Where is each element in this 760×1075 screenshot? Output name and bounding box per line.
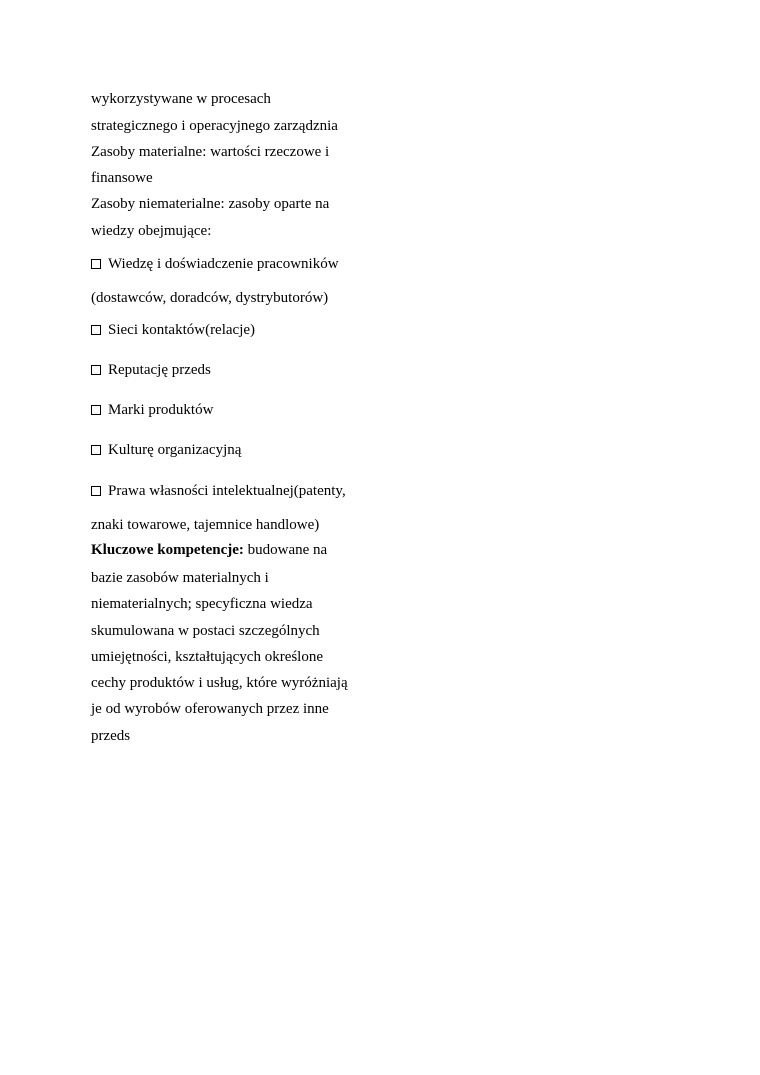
list-item: [91, 320, 255, 340]
list-item-label: Kulturę organizacyjną: [108, 442, 242, 458]
text-line: (dostawców, doradców, dystrybutorów): [91, 290, 329, 306]
checkbox-icon: [91, 365, 101, 375]
list-item: [91, 400, 213, 420]
text-line: je od wyrobów oferowanych przez inne: [91, 701, 329, 717]
term-heading: Kluczowe kompetencje:: [91, 542, 244, 558]
list-item-label: Sieci kontaktów(relacje): [108, 322, 256, 338]
checkbox-icon: [91, 259, 101, 269]
list-item: [91, 360, 211, 380]
text-line: strategicznego i operacyjnego zarządznia: [91, 118, 338, 134]
text-line: finansowe: [91, 170, 153, 186]
list-item: [91, 481, 346, 501]
text-line: skumulowana w postaci szczególnych: [91, 623, 320, 639]
text-line: wykorzystywane w procesach: [91, 91, 271, 107]
text-line: umiejętności, kształtujących określone: [91, 649, 324, 665]
checkbox-icon: [91, 445, 101, 455]
list-item-label: Wiedzę i doświadczenie pracowników: [108, 256, 339, 272]
list-item: [91, 254, 339, 274]
text-line: bazie zasobów materialnych i: [91, 570, 269, 586]
checkbox-icon: [91, 405, 101, 415]
checkbox-icon: [91, 486, 101, 496]
text-line: niematerialnych; specyficzna wiedza: [91, 596, 313, 612]
text-fragment: budowane na: [243, 542, 328, 558]
list-item: [91, 440, 241, 460]
text-line: wiedzy obejmujące:: [91, 223, 212, 239]
text-line: Zasoby materialne: wartości rzeczowe i: [91, 144, 330, 160]
text-line: cechy produktów i usług, które wyróżniają: [91, 675, 348, 691]
list-item-label: Reputację przeds: [108, 362, 211, 378]
text-line: Zasoby niematerialne: zasoby oparte na: [91, 196, 330, 212]
key-competencies-line: [91, 540, 327, 560]
text-line: przeds: [91, 728, 131, 744]
checkbox-icon: [91, 325, 101, 335]
list-item-label: Prawa własności intelektualnej(patenty,: [108, 483, 346, 499]
list-item-label: Marki produktów: [108, 402, 214, 418]
text-line: znaki towarowe, tajemnice handlowe): [91, 517, 320, 533]
